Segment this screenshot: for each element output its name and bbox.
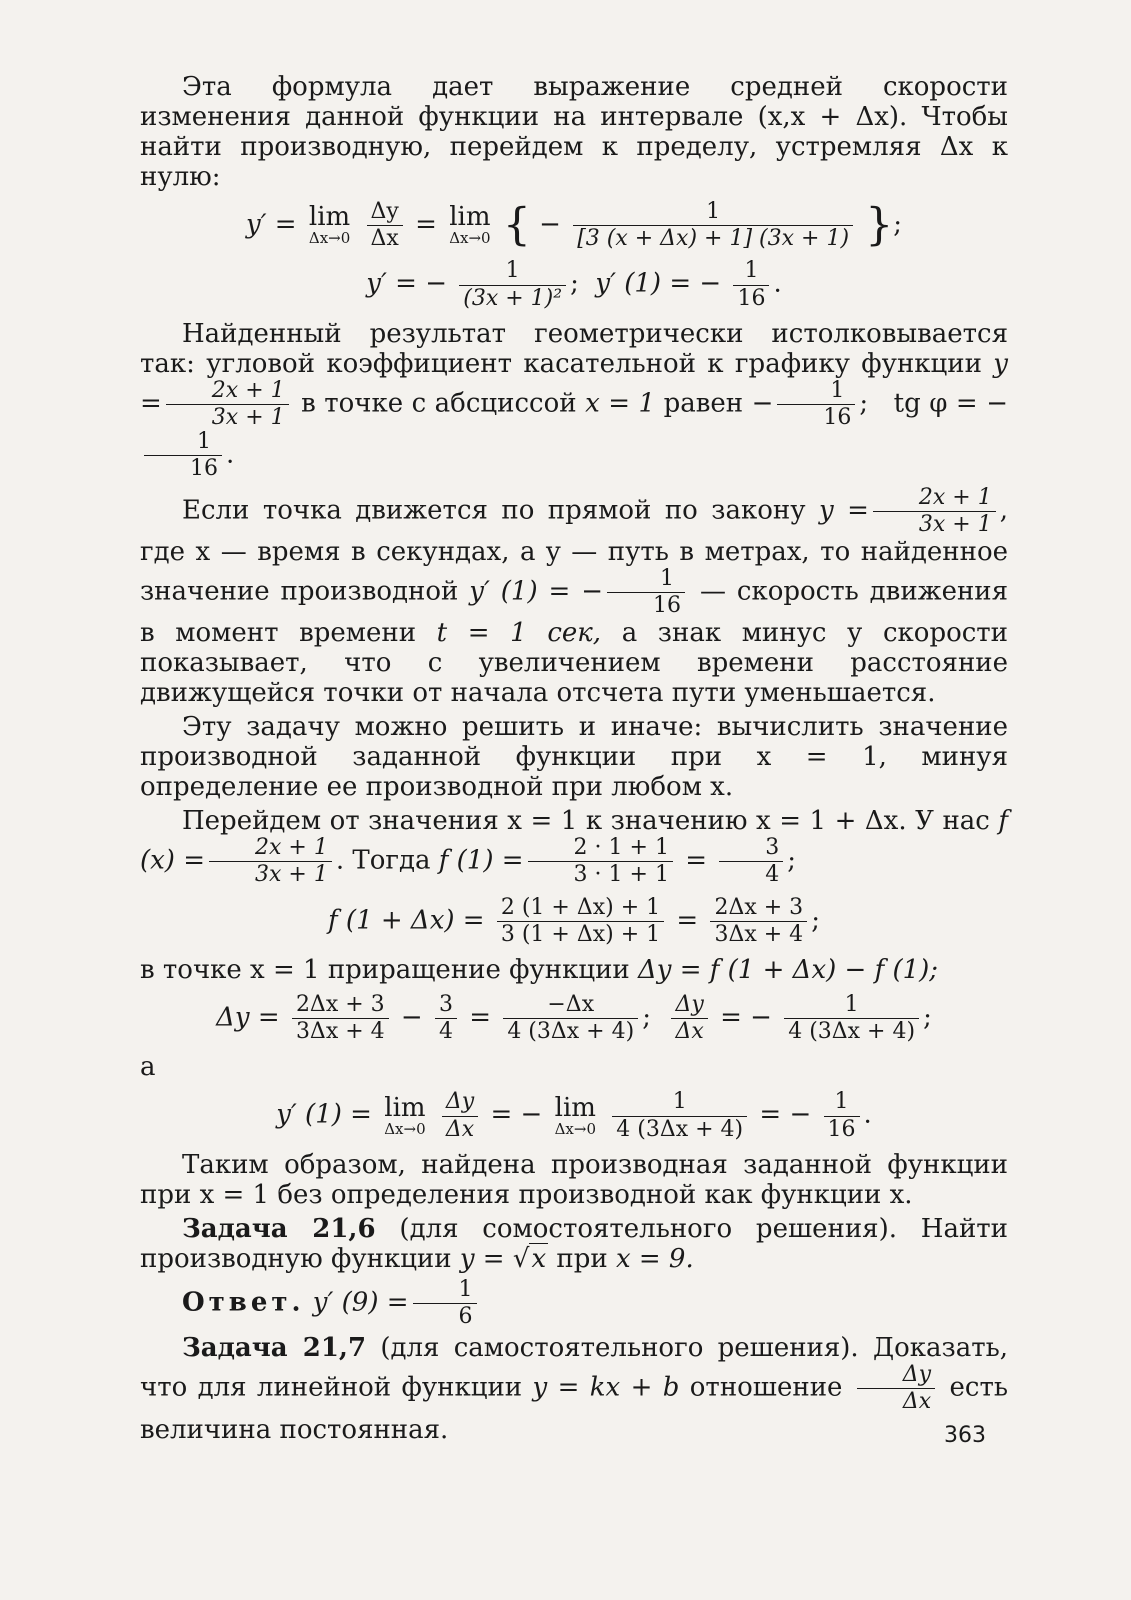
answer: Ответ. y′ (9) = $\frac{1}{6}$ [140, 1278, 1008, 1329]
page-number: 363 [944, 1423, 986, 1448]
paragraph: Перейдем от значения x = 1 к значению x = 1 + Δx. У нас f (x) = $\frac{2x + 1}{3x + 1}$ . Тогда f (1) = $\frac{2 \cdot 1 + 1}{3 \cdot 1 + 1}$ = $\frac{3}{4}$ ; [140, 806, 1008, 888]
formula-f-increment: f (1 + Δx) = $\frac{2 (1 + \Delta x) + 1}{3 (1 + \Delta x) + 1}$ = $\frac{2\Delta x + 3}{3\Delta x + 4}$ ; [328, 894, 820, 947]
paragraph: Найденный результат геометрически истолковывается так: угловой коэффициент касательной к графику функции y = $\frac{2x + 1}{3x + 1}$ в точке с абсциссой x = 1 равен − $\frac{1}{16}$ ; tg φ = − $\frac{1}{16}$ . [140, 318, 1008, 482]
task-21-6: Задача 21,6 (для сомостоятельного решения). Найти производную функции y = √x при x = 9. [140, 1213, 1009, 1274]
page-text [140, 72, 1008, 1445]
formula-delta-y: Δy = $\frac{2\Delta x + 3}{3\Delta x + 4}$ − $\frac{3}{4}$ = $\frac{-\Delta x}{4 (3\Delta x + 4)}$ ; $\frac{\Delta y}{\Delta x}$ = − $\frac{1}{4 (3\Delta x + 4)}$ ; [216, 992, 932, 1045]
paragraph: а [140, 1052, 156, 1083]
paragraph: Таким образом, найдена производная заданной функции при x = 1 без определения производной как функции x. [140, 1149, 1008, 1210]
paragraph: Эту задачу можно решить и иначе: вычислить значение производной заданной функции при x = 1, минуя определение ее производной при любом x. [140, 712, 1008, 803]
formula-derivative: y′ = − $\frac{1}{\text{(3x + 1)²}}$ ; y′ (1) = − $\frac{1}{16}$ . [366, 258, 782, 311]
paragraph: Эта формула дает выражение средней скорости изменения данной функции на интервале (x,x + Δx). Чтобы найти производную, перейдем к пределу, устремляя Δx к нулю: [140, 72, 1008, 192]
task-21-7: Задача 21,7 (для самостоятельного решения). Доказать, что для линейной функции y = kx + b отношение $\frac{\Delta y}{\Delta x}$ есть величина постоянная. [140, 1333, 1009, 1445]
formula-limit: y′ = lim Δx→0 $\frac{\Delta y}{\Delta x}$ = lim Δx→0 { − $\frac{1}{[3 (x + \Delta x) + 1] (3x + 1)}$ }; [245, 199, 903, 252]
formula-y-prime-1: y′ (1) = lim Δx→0 $\frac{\Delta y}{\Delta x}$ = − lim Δx→0 $\frac{1}{4 (3\Delta x + 4)}$ = − $\frac{1}{16}$ . [276, 1089, 872, 1142]
paragraph: Если точка движется по прямой по закону y = $\frac{2x + 1}{3x + 1}$ , где x — время в секундах, а y — путь в метрах, то найденное значение производной y′ (1) = − $\frac{1}{16}$ — скорость движения в момент времени t = 1 сек, а знак минус у скорости показывает, что с увеличением времени расстояние движущейся точки от начала отсчета пути уменьшается. [140, 484, 1009, 709]
paragraph: в точке x = 1 приращение функции Δy = f (1 + Δx) − f (1); [140, 955, 939, 985]
